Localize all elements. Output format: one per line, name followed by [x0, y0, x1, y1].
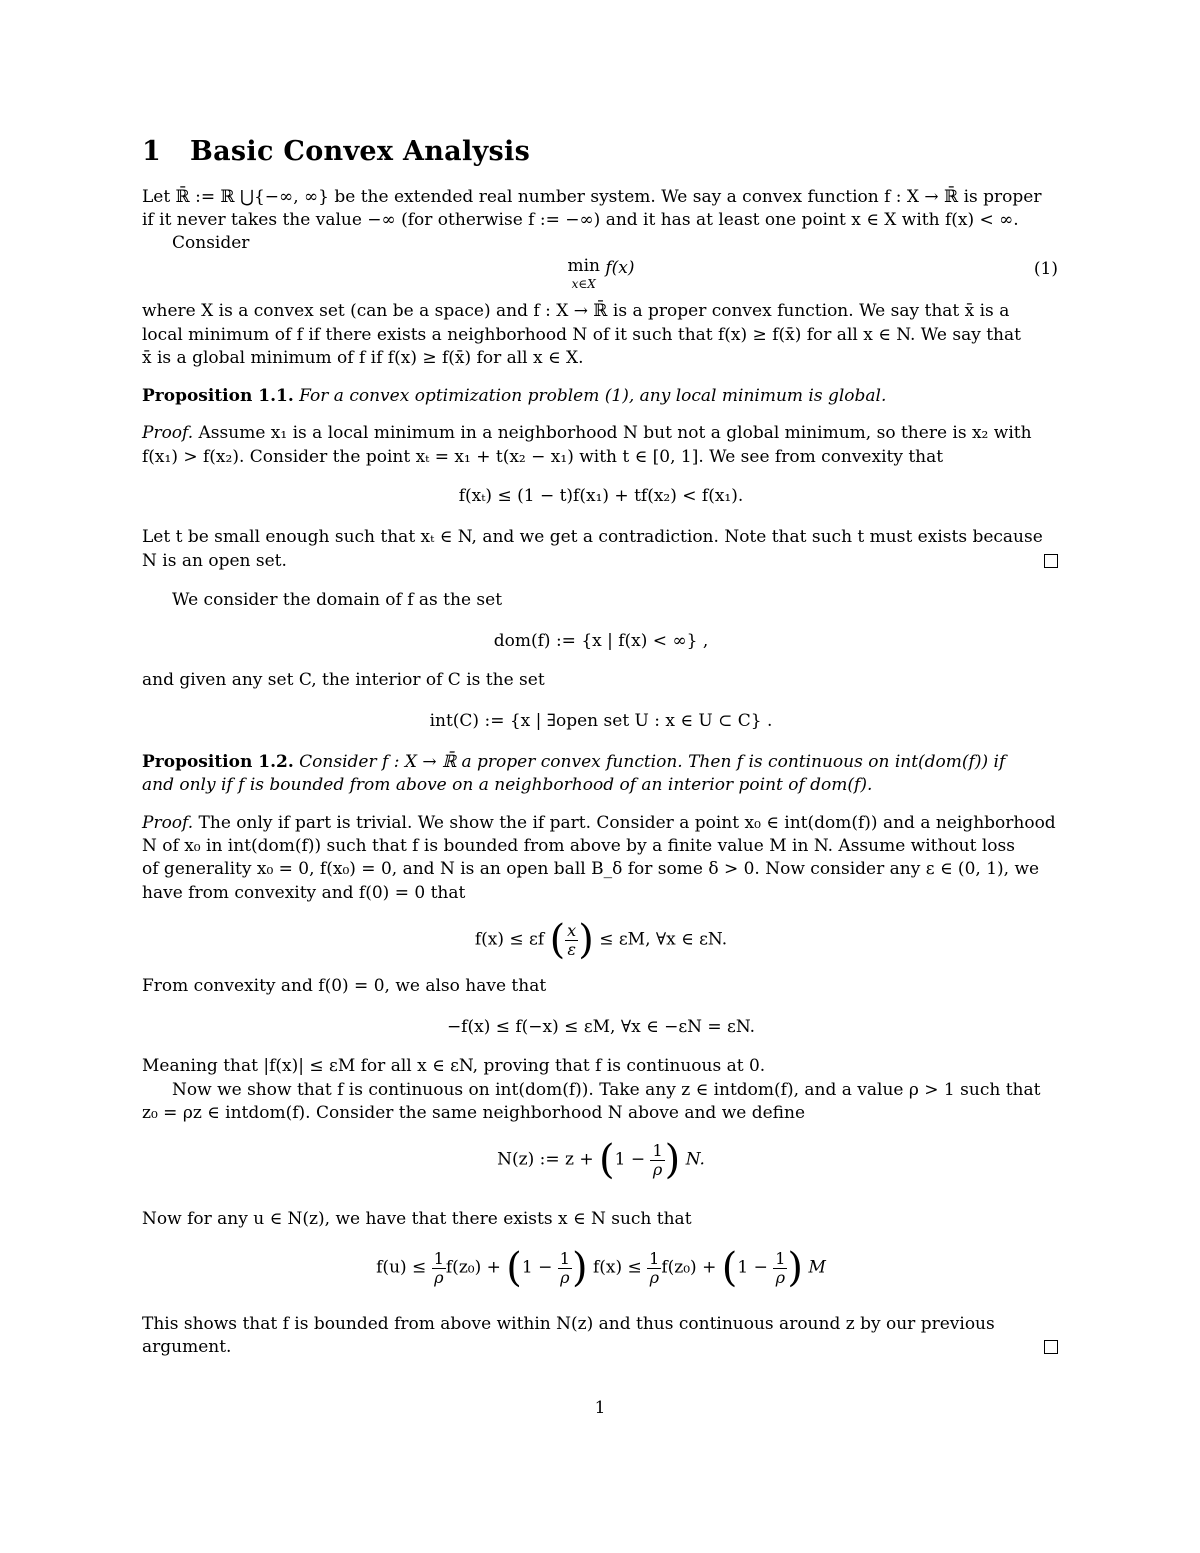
after-eq1-line-1: where X is a convex set (can be a space) and f : X → ℝ̄ is a proper convex function. We say that x̄ is a: [142, 301, 1010, 321]
fraction: $\frac{1}{\rho}$: [652, 1140, 663, 1179]
equation-1: [142, 257, 1060, 293]
proof-1-1-equation: f(xₜ) ≤ (1 − t)f(x₁) + tf(x₂) < f(x₁).: [458, 486, 744, 506]
min-operator: min x∈X: [567, 256, 600, 291]
after-eq1-line-3: x̄ is a global minimum of f if f(x) ≥ f(x̄) for all x ∈ X.: [142, 348, 584, 368]
interior-text: and given any set C, the interior of C is the set: [142, 670, 545, 690]
section-heading: [142, 136, 530, 167]
proof-1-2-line-2: N of x₀ in int(dom(f)) such that f is bounded from above by a finite value M in N. Assume without loss: [142, 836, 1015, 856]
interior-equation: int(C) := {x | ∃open set U : x ∈ U ⊂ C} .: [429, 711, 773, 731]
proof-1-1-line-2: f(x₁) > f(x₂). Consider the point xₜ = x₁ + t(x₂ − x₁) with t ∈ [0, 1]. We see from convexity that: [142, 447, 944, 467]
proof-1-2-equation-1: f(x) ≤ εf ( $\frac{x}{\varepsilon}$ ) ≤ εM, ∀x ∈ εN.: [474, 917, 728, 963]
domain-text: We consider the domain of f as the set: [172, 590, 503, 610]
proposition-1-2-line-2: and only if f is bounded from above on a neighborhood of an interior point of dom(f).: [142, 775, 873, 795]
proof-1-2-line-9: Now for any u ∈ N(z), we have that there exists x ∈ N such that: [142, 1209, 692, 1229]
after-eq1-line-2: local minimum of f if there exists a neighborhood N of it such that f(x) ≥ f(x̄) for all x ∈ N. We say that: [142, 325, 1021, 345]
proof-1-2-equation-4: f(u) ≤ $\frac{1}{\rho}$ f(z₀) + (1 − $\frac{1}{\rho}$ ) f(x) ≤ $\frac{1}{\rho}$ f(z₀) + (1 − $\frac{1}{\rho}$ ) M: [376, 1245, 826, 1291]
proof-1-2-line-1: Proof. The only if part is trivial. We show the if part. Consider a point x₀ ∈ int(dom(f)) and a neighborhood: [142, 813, 1056, 833]
proposition-1-2-label: Proposition 1.2.: [142, 752, 294, 772]
equation-1-number: (1): [1033, 259, 1058, 279]
proof-label: Proof.: [142, 813, 194, 833]
proof-1-1-line-1: Proof. Assume x₁ is a local minimum in a neighborhood N but not a global minimum, so there is x₂ with: [142, 423, 1032, 443]
proof-1-2-line-11: argument.: [142, 1337, 232, 1357]
fraction: $\frac{x}{\varepsilon}$: [567, 920, 577, 959]
intro-line-1: Let ℝ̄ := ℝ ⋃{−∞, ∞} be the extended real number system. We say a convex function f : X → ℝ̄ is proper: [142, 187, 1042, 207]
proof-1-2-line-4: have from convexity and f(0) = 0 that: [142, 883, 466, 903]
section-title: Basic Convex Analysis: [190, 136, 531, 167]
proof-1-2-line-3: of generality x₀ = 0, f(x₀) = 0, and N is an open ball B_δ for some δ > 0. Now consider any ε ∈ (0, 1), we: [142, 859, 1040, 879]
proof-1-1-line-4: N is an open set.: [142, 551, 287, 571]
proof-1-2-equation-2: −f(x) ≤ f(−x) ≤ εM, ∀x ∈ −εN = εN.: [446, 1017, 756, 1037]
proposition-1-1-statement: For a convex optimization problem (1), any local minimum is global.: [299, 386, 887, 406]
proof-label: Proof.: [142, 423, 194, 443]
proof-1-2-line-6: Meaning that |f(x)| ≤ εM for all x ∈ εN, proving that f is continuous at 0.: [142, 1056, 766, 1076]
proof-1-1-line-3: Let t be small enough such that xₜ ∈ N, and we get a contradiction. Note that such t must exists because: [142, 527, 1043, 547]
proposition-1-1-label: Proposition 1.1.: [142, 386, 294, 406]
intro-line-2: if it never takes the value −∞ (for otherwise f := −∞) and it has at least one point x ∈ X with f(x) < ∞.: [142, 210, 1019, 230]
domain-equation: dom(f) := {x | f(x) < ∞} ,: [493, 631, 709, 651]
proof-1-2-equation-3: N(z) := z + (1 − $\frac{1}{\rho}$ ) N.: [497, 1137, 705, 1183]
proof-1-2-line-5: From convexity and f(0) = 0, we also have that: [142, 976, 547, 996]
qed-box-icon: [1044, 554, 1058, 568]
proposition-1-2-line-1: Proposition 1.2. Consider f : X → ℝ̄ a proper convex function. Then f is continuous on int(dom(f)) if: [142, 752, 1006, 772]
proof-1-2-line-7: Now we show that f is continuous on int(dom(f)). Take any z ∈ intdom(f), and a value ρ > 1 such that: [172, 1080, 1041, 1100]
section-number: 1: [142, 136, 162, 167]
proposition-1-1: [142, 385, 1060, 408]
page-number: 1: [594, 1398, 606, 1418]
intro-consider: Consider: [172, 233, 250, 253]
qed-box-icon: [1044, 1340, 1058, 1354]
proof-1-2-line-10: This shows that f is bounded from above within N(z) and thus continuous around z by our previous: [142, 1314, 995, 1334]
proof-1-2-line-8: z₀ = ρz ∈ intdom(f). Consider the same neighborhood N above and we define: [142, 1103, 805, 1123]
equation-1-expr: f(x): [605, 258, 635, 278]
